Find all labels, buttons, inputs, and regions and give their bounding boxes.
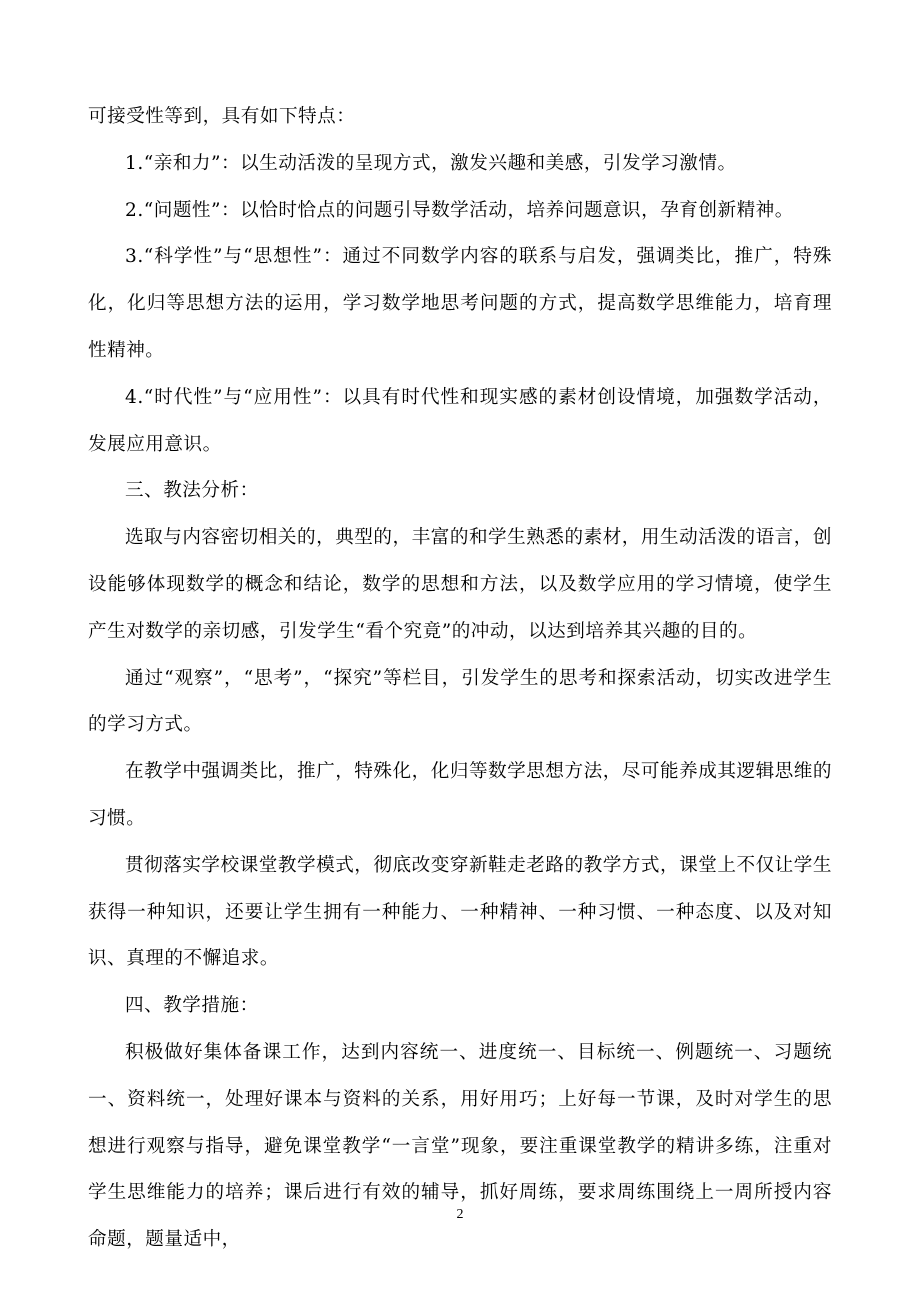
paragraph-method-thinking: 在教学中强调类比，推广，特殊化，化归等数学思想方法，尽可能养成其逻辑思维的习惯。 bbox=[88, 761, 832, 829]
paragraph-feature-3: 3.“科学性”与“思想性”：通过不同数学内容的联系与启发，强调类比，推广，特殊化，化归等思想方法的运用，学习数学地思考问题的方式，提高数学思维能力，培育理性精神。 bbox=[88, 246, 832, 361]
document-body bbox=[88, 94, 832, 1264]
paragraph-feature-1: 1.“亲和力”：以生动活泼的呈现方式，激发兴趣和美感，引发学习激情。 bbox=[125, 152, 737, 174]
section-heading-teaching-measures: 四、教学措施： bbox=[125, 995, 259, 1017]
paragraph-method-materials: 选取与内容密切相关的，典型的，丰富的和学生熟悉的素材，用生动活泼的语言，创设能够体现数学的概念和结论，数学的思想和方法，以及数学应用的学习情境，使学生产生对数学的亲切感，引发学生“看个究竟”的冲动，以达到培养其兴趣的目的。 bbox=[88, 527, 832, 642]
paragraph-method-classroom-model: 贯彻落实学校课堂教学模式，彻底改变穿新鞋走老路的教学方式，课堂上不仅让学生获得一种知识，还要让学生拥有一种能力、一种精神、一种习惯、一种态度、以及对知识、真理的不懈追求。 bbox=[88, 854, 832, 970]
paragraph-method-columns: 通过“观察”，“思考”，“探究”等栏目，引发学生的思考和探索活动，切实改进学生的学习方式。 bbox=[88, 667, 832, 736]
paragraph-intro-continuation: 可接受性等到，具有如下特点： bbox=[88, 106, 356, 127]
paragraph-feature-4: 4.“时代性”与“应用性”：以具有时代性和现实感的素材创设情境，加强数学活动，发展应用意识。 bbox=[88, 386, 832, 455]
page-number: 2 bbox=[456, 1207, 464, 1222]
section-heading-teaching-method: 三、教法分析： bbox=[125, 480, 259, 502]
paragraph-measures-lesson-prep: 积极做好集体备课工作，达到内容统一、进度统一、目标统一、例题统一、习题统一、资料统一，处理好课本与资料的关系，用好用巧；上好每一节课，及时对学生的思想进行观察与指导，避免课堂教学“一言堂”现象，要注重课堂教学的精讲多练，注重对学生思维能力的培养；课后进行有效的辅导，抓好周练，要求周练围绕上一周所授内容命题，题量适中， bbox=[88, 1041, 832, 1251]
paragraph-feature-2: 2.“问题性”：以恰时恰点的问题引导数学活动，培养问题意识，孕育创新精神。 bbox=[125, 199, 794, 221]
